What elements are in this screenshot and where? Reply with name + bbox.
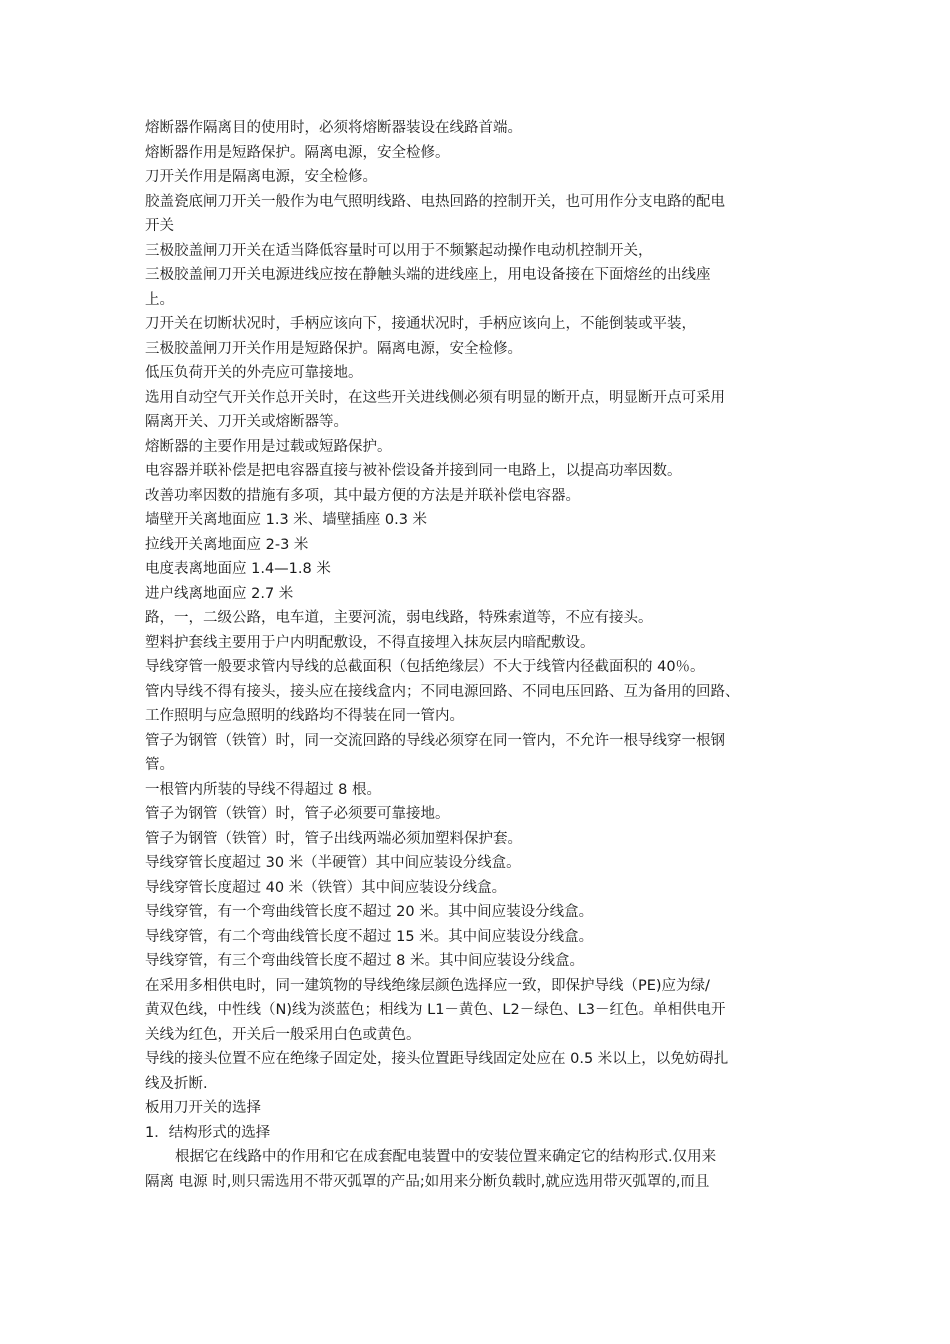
text-line: 导线穿管长度超过 40 米（铁管）其中间应装设分线盒。 — [145, 879, 507, 896]
text-line: 一根管内所装的导线不得超过 8 根。 — [145, 781, 381, 798]
text-line: 管子为钢管（铁管）时，同一交流回路的导线必须穿在同一管内，不允许一根导线穿一根钢 — [145, 732, 725, 749]
text-line: 三极胶盖闸刀开关电源进线应按在静触头端的进线座上，用电设备接在下面熔丝的出线座 — [145, 267, 711, 283]
text-line: 三极胶盖闸刀开关在适当降低容量时可以用于不频繁起动操作电动机控制开关， — [145, 242, 653, 259]
text-line: 工作照明与应急照明的线路均不得装在同一管内。 — [145, 708, 464, 724]
text-line: 刀开关在切断状况时，手柄应该向下，接通状况时，手柄应该向上，不能倒装或平装， — [145, 316, 696, 332]
text-lines — [145, 116, 810, 1145]
text-line: 开关 — [145, 218, 174, 234]
text-line: 电容器并联补偿是把电容器直接与被补偿设备并接到同一电路上，以提高功率因数。 — [145, 463, 682, 479]
paragraph-line: 根据它在线路中的作用和它在成套配电装置中的安装位置来确定它的结构形式.仅用来 — [175, 1149, 717, 1165]
text-line: 导线穿管，有一个弯曲线管长度不超过 20 米。其中间应装设分线盒。 — [145, 904, 594, 920]
text-line: 隔离开关、刀开关或熔断器等。 — [145, 414, 348, 430]
text-line: 选用自动空气开关作总开关时，在这些开关进线侧必须有明显的断开点，明显断开点可采用 — [145, 389, 725, 406]
text-line: 塑料护套线主要用于户内明配敷设，不得直接埋入抹灰层内暗配敷设。 — [145, 634, 595, 651]
text-line: 管子为钢管（铁管）时，管子必须要可靠接地。 — [145, 806, 450, 822]
text-line: 导线穿管长度超过 30 米（半硬管）其中间应装设分线盒。 — [145, 855, 521, 871]
text-line: 导线穿管，有二个弯曲线管长度不超过 15 米。其中间应装设分线盒。 — [145, 928, 594, 945]
text-line: 板用刀开关的选择 — [145, 1100, 261, 1116]
text-line: 三极胶盖闸刀开关作用是短路保护。隔离电源，安全检修。 — [145, 340, 522, 357]
text-line: 刀开关作用是隔离电源，安全检修。 — [145, 169, 377, 185]
text-line: 导线穿管，有三个弯曲线管长度不超过 8 米。其中间应装设分线盒。 — [145, 953, 584, 969]
text-line: 上。 — [145, 291, 174, 308]
text-line: 拉线开关离地面应 2-3 米 — [145, 536, 309, 553]
text-line: 墙壁开关离地面应 1.3 米、墙壁插座 0.3 米 — [145, 512, 428, 528]
text-line: 熔断器的主要作用是过载或短路保护。 — [145, 438, 392, 455]
text-line: 熔断器作用是短路保护。隔离电源，安全检修。 — [145, 144, 450, 161]
text-line: 改善功率因数的措施有多项，其中最方便的方法是并联补偿电容器。 — [145, 487, 580, 504]
text-line: 导线穿管一般要求管内导线的总截面积（包括绝缘层）不大于线管内径截面积的 40％。 — [145, 659, 705, 675]
text-line: 管子为钢管（铁管）时，管子出线两端必须加塑料保护套。 — [145, 830, 522, 847]
text-line: 电度表离地面应 1.4—1.8 米 — [145, 561, 331, 577]
text-line: 黄双色线，中性线（N)线为淡蓝色；相线为 L1－黄色、L2－绿色、L3－红色。单相供电开 — [145, 1002, 726, 1018]
text-line: 胶盖瓷底闸刀开关一般作为电气照明线路、电热回路的控制开关，也可用作分支电路的配电 — [145, 193, 725, 210]
text-line: 低压负荷开关的外壳应可靠接地。 — [145, 365, 363, 381]
text-line: 管内导线不得有接头，接头应在接线盒内；不同电源回路、不同电压回路、互为备用的回路、 — [145, 683, 740, 700]
text-line: 路，一，二级公路，电车道，主要河流，弱电线路，特殊索道等，不应有接头。 — [145, 610, 653, 626]
paragraph — [145, 1145, 810, 1194]
text-line: 熔断器作隔离目的使用时，必须将熔断器装设在线路首端。 — [145, 120, 522, 136]
text-line: 在采用多相供电时，同一建筑物的导线绝缘层颜色选择应一致，即保护导线（PE)应为绿/ — [145, 977, 710, 994]
text-line: 管。 — [145, 757, 174, 773]
text-line: 进户线离地面应 2.7 米 — [145, 585, 294, 602]
document-body — [145, 116, 810, 1194]
text-line: 导线的接头位置不应在绝缘子固定处，接头位置距导线固定处应在 0.5 米以上，以免妨碍扎 — [145, 1051, 729, 1067]
text-line: 1．结构形式的选择 — [145, 1124, 271, 1141]
text-line: 关线为红色，开关后一般采用白色或黄色。 — [145, 1026, 421, 1043]
paragraph-line: 隔离 电源 时,则只需选用不带灭弧罩的产品;如用来分断负载时,就应选用带灭弧罩的,而且 — [145, 1173, 710, 1190]
text-line: 线及折断. — [145, 1075, 208, 1092]
